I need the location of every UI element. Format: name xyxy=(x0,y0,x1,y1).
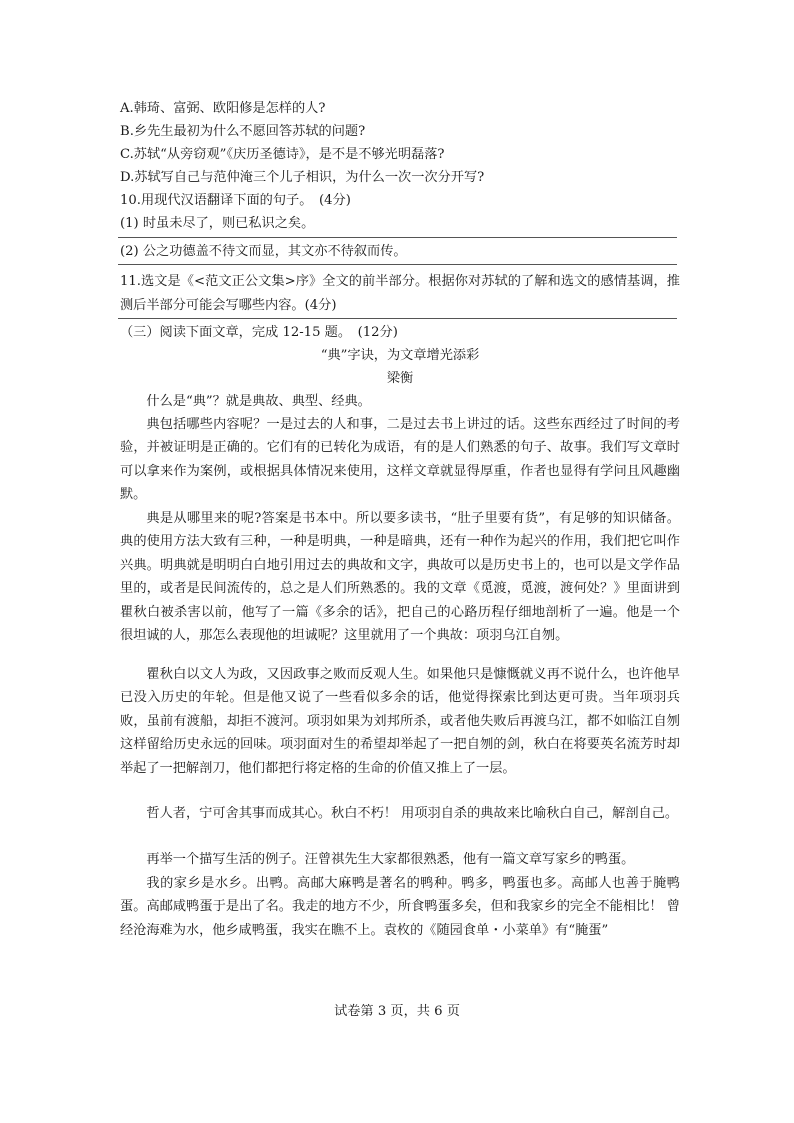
question-10-title: 10.用现代汉语翻译下面的句子。 (4分) xyxy=(120,193,351,208)
option-d: D.苏轼写自己与范仲淹三个儿子相识，为什么一次一次分开写? xyxy=(120,170,485,185)
answer-line-1 xyxy=(118,237,677,238)
article-paragraph: 再举一个描写生活的例子。汪曾祺先生大家都很熟悉，他有一篇文章写家乡的鸭蛋。 xyxy=(146,852,635,867)
article-paragraph: 什么是“典”？就是典故、典型、经典。 xyxy=(146,394,371,409)
page-footer: 试卷第 3 页，共 6 页 xyxy=(334,1004,460,1019)
option-a: A.韩琦、富弼、欧阳修是怎样的人? xyxy=(120,101,326,116)
question-10-sentence-1: (1) 时虽未尽了，则已私识之矣。 xyxy=(120,216,315,231)
article-paragraph: 我的家乡是水乡。出鸭。高邮大麻鸭是著名的鸭种。鸭多，鸭蛋也多。高邮人也善于腌鸭蛋。高邮咸鸭蛋于是出了名。我走的地方不少，所食鸭蛋多矣，但和我家乡的完全不能相比！ 曾经沧海难为水，他乡咸鸭蛋，我实在瞧不上。袁枚的《随园食单・小菜单》有“腌蛋” xyxy=(120,876,680,938)
question-11: 11.选文是《<范文正公文集>序》全文的前半部分。根据你对苏轼的了解和选文的感情基调，推测后半部分可能会写哪些内容。(4分) xyxy=(120,274,680,313)
article-author: 梁衡 xyxy=(386,371,414,386)
answer-line-3 xyxy=(118,318,677,319)
option-c: C.苏轼“从旁窃观”《庆历圣德诗》，是不是不够光明磊落? xyxy=(120,147,445,162)
article-paragraph: 典是从哪里来的呢?答案是书本中。所以要多读书，“肚子里要有货”，有足够的知识储备。典的使用方法大致有三种，一种是明典，一种是暗典，还有一种作为起兴的作用，我们把它叫作兴典。明典就是明明白白地引用过去的典故和文字，典故可以是历史书上的，也可以是文学作品里的，或者是民间流传的，总之是人们所熟悉的。我的文章《觅渡，觅渡，渡何处？》里面讲到瞿秋白被杀害以前，他写了一篇《多余的话》，把自己的心路历程仔细地剖析了一遍。他是一个很坦诚的人，那怎么表现他的坦诚呢？这里就用了一个典故：项羽乌江自刎。 xyxy=(120,511,680,644)
option-b: B.乡先生最初为什么不愿回答苏轼的问题? xyxy=(120,124,366,139)
article-paragraph: 哲人者，宁可舍其事而成其心。秋白不朽！ 用项羽自杀的典故来比喻秋白自己，解剖自己。 xyxy=(146,806,679,821)
article-title: “典”字诀，为文章增光添彩 xyxy=(320,348,480,363)
article-paragraph: 瞿秋白以文人为政，又因政事之败而反观人生。如果他只是慷慨就义再不说什么，也许他早已没入历史的年轮。但是他又说了一些看似多余的话，他觉得探索比到达更可贵。当年项羽兵败，虽前有渡船，却拒不渡河。项羽如果为刘邦所杀，或者他失败后再渡乌江，都不如临江自刎这样留给历史永远的回味。项羽面对生的希望却举起了一把自刎的剑，秋白在将要英名流芳时却举起了一把解剖刀，他们都把行将定格的生命的价值又推上了一层。 xyxy=(120,667,680,776)
answer-line-2 xyxy=(118,264,677,265)
article-paragraph: 典包括哪些内容呢？一是过去的人和事，二是过去书上讲过的话。这些东西经过了时间的考验，并被证明是正确的。它们有的已转化为成语，有的是人们熟悉的句子、故事。我们写文章时可以拿来作为案例，或根据具体情况来使用，这样文章就显得厚重，作者也显得有学问且风趣幽默。 xyxy=(120,417,680,503)
section-3-heading: （三）阅读下面文章，完成 12-15 题。 (12分) xyxy=(120,325,398,340)
question-10-sentence-2: (2) 公之功德盖不待文而显，其文亦不待叙而传。 xyxy=(120,244,407,259)
